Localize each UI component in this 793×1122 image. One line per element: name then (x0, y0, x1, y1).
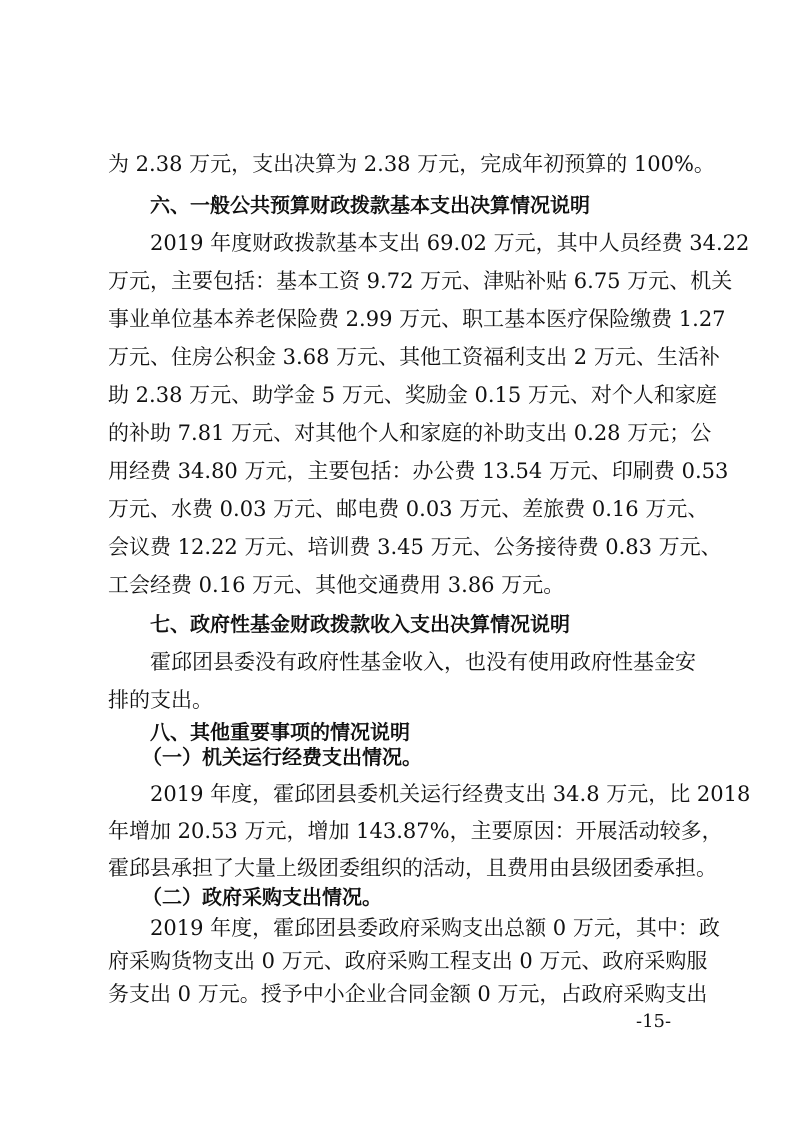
section-heading-8: 八、其他重要事项的情况说明 (150, 720, 410, 744)
text-line: 霍邱团县委没有政府性基金收入，也没有使用政府性基金安 (150, 650, 696, 674)
text-line: 务支出 0 万元。授予中小企业合同金额 0 万元，占政府采购支出 (108, 982, 708, 1006)
text-line: 万元、住房公积金 3.68 万元、其他工资福利支出 2 万元、生活补 (108, 345, 720, 369)
subsection-heading-2: （二）政府采购支出情况。 (142, 885, 382, 909)
text-line: 的补助 7.81 万元、对其他个人和家庭的补助支出 0.28 万元；公 (108, 421, 712, 445)
text-line: 2019 年度财政拨款基本支出 69.02 万元，其中人员经费 34.22 (150, 231, 750, 255)
text-line: 事业单位基本养老保险费 2.99 万元、职工基本医疗保险缴费 1.27 (108, 307, 726, 331)
text-line: 年增加 20.53 万元，增加 143.87%，主要原因：开展活动较多， (108, 819, 723, 843)
text-line: 用经费 34.80 万元，主要包括：办公费 13.54 万元、印刷费 0.53 (108, 459, 729, 483)
section-heading-6: 六、一般公共预算财政拨款基本支出决算情况说明 (150, 193, 590, 217)
text-line: 万元、水费 0.03 万元、邮电费 0.03 万元、差旅费 0.16 万元、 (108, 497, 709, 521)
text-line: 为 2.38 万元，支出决算为 2.38 万元，完成年初预算的 100%。 (108, 152, 715, 176)
text-line: 2019 年度，霍邱团县委政府采购支出总额 0 万元，其中：政 (150, 916, 720, 940)
text-line: 府采购货物支出 0 万元、政府采购工程支出 0 万元、政府采购服 (108, 949, 708, 973)
text-line: 助 2.38 万元、助学金 5 万元、奖励金 0.15 万元、对个人和家庭 (108, 383, 717, 407)
subsection-heading-1: （一）机关运行经费支出情况。 (142, 745, 422, 769)
text-line: 2019 年度，霍邱团县委机关运行经费支出 34.8 万元，比 2018 (150, 782, 751, 806)
text-line: 会议费 12.22 万元、培训费 3.45 万元、公务接待费 0.83 万元、 (108, 535, 722, 559)
text-line: 排的支出。 (108, 688, 213, 712)
page-number: -15- (636, 1011, 672, 1032)
text-line: 工会经费 0.16 万元、其他交通费用 3.86 万元。 (108, 573, 565, 597)
text-line: 霍邱县承担了大量上级团委组织的活动，且费用由县级团委承担。 (108, 856, 717, 880)
section-heading-7: 七、政府性基金财政拨款收入支出决算情况说明 (150, 612, 570, 636)
text-line: 万元，主要包括：基本工资 9.72 万元、津贴补贴 6.75 万元、机关 (108, 269, 733, 293)
